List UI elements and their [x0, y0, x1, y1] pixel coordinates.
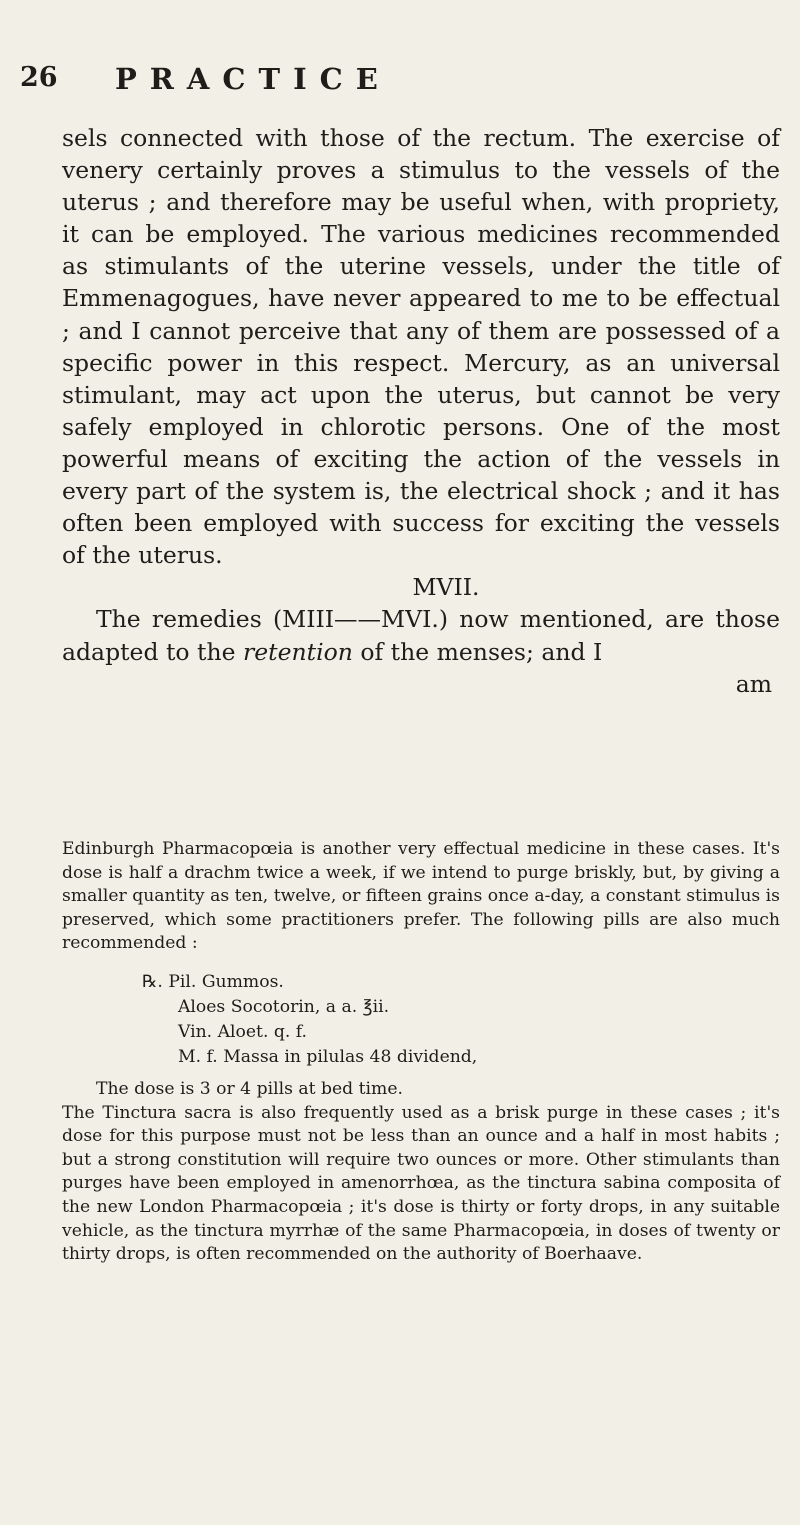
- running-title: PRACTICE: [115, 62, 391, 96]
- page-header: [20, 62, 780, 102]
- body-paragraph-1: sels connected with those of the rectum. The exercise of venery certainly proves a stimulus to the vessels of the uterus ; and therefore may be useful when, with propriety, it can be employed. The various medicines recommended as stimulants of the uterine vessels, under the title of Emmenagogues, have never appeared to me to be effectual ; and I cannot perceive that any of them are possessed of a specific power in this respect. Mercury, as an universal stimulant, may act upon the uterus, but cannot be very safely employed in chlorotic persons. One of the most powerful means of exciting the action of the vessels in every part of the system is, the electrical shock ; and it has often been employed with success for exciting the vessels of the uterus.: [62, 124, 780, 570]
- main-text: [62, 122, 780, 700]
- footnote-paragraph-2: The dose is 3 or 4 pills at bed time.: [96, 1078, 403, 1099]
- recipe-line-3: Vin. Aloet. q. f.: [178, 1021, 308, 1042]
- footnote: [62, 838, 780, 1267]
- recipe-line-1: ℞. Pil. Gummos.: [142, 971, 284, 992]
- section-heading: MVII.: [412, 573, 480, 602]
- italic-term: retention: [243, 637, 353, 666]
- page-number: 26: [20, 62, 58, 93]
- paragraph-range-reference: MIII——MVI.: [282, 605, 439, 634]
- footnote-paragraph-3: The Tinctura sacra is also frequently used as a brisk purge in these cases ; it's dose for this purpose must not be less than an ounce and a half in most habits ; but a strong constitution will require two ounces or more. Other stimulants than purges have been employed in amenorrhœa, as the tinctura sabina composita of the new London Pharmacopœia ; it's dose is thirty or forty drops, in any suitable vehicle, as the tinctura myrrhæ of the same Pharmacopœia, in doses of twenty or thirty drops, is often recommended on the authority of Boerhaave.: [62, 1102, 780, 1265]
- recipe-line-4: M. f. Massa in pilulas 48 dividend,: [178, 1046, 478, 1067]
- catchword: am: [735, 669, 772, 698]
- recipe: [142, 970, 780, 1070]
- para2-before: The remedies (: [96, 605, 283, 634]
- para2-after: of the menses; and I: [352, 637, 603, 666]
- body-paragraph-2: [62, 603, 780, 667]
- para2-mid: ) now mentioned, are those adapted to the: [62, 605, 781, 666]
- footnote-paragraph-1: Edinburgh Pharmacopœia is another very effectual medicine in these cases. It's dose is half a drachm twice a week, if we intend to purge briskly, but, by giving a smaller quantity as ten, twelve, or fifteen grains once a-day, a constant stimulus is preserved, which some practitioners prefer. The following pills are also much recommended :: [62, 839, 780, 954]
- recipe-line-2: Aloes Socotorin, a a. ℥ii.: [178, 996, 390, 1017]
